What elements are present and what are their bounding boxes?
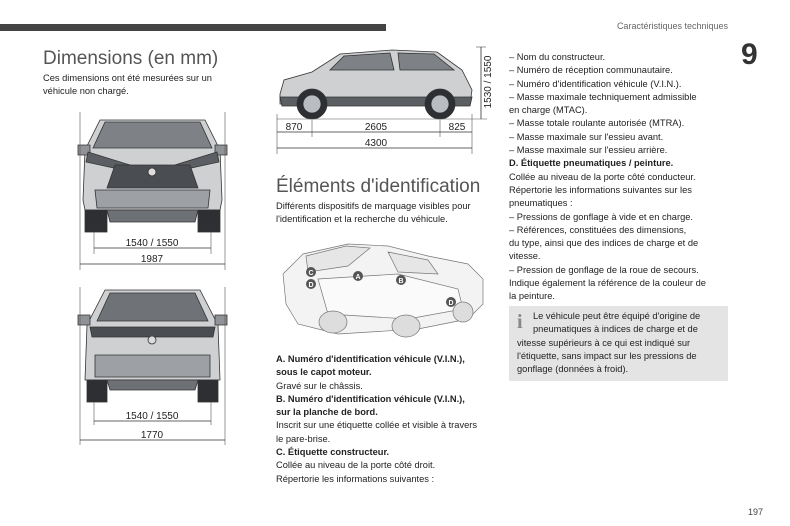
- car-3d-drawing: [283, 244, 483, 337]
- right-column-text: [509, 51, 734, 304]
- item-b-text-1: Inscrit sur une étiquette collée et visible à travers: [276, 420, 478, 431]
- page-number: 197: [748, 507, 764, 517]
- note-line: gonflage (données à froid).: [517, 364, 629, 375]
- item-c-title: C. Étiquette constructeur.: [276, 447, 390, 458]
- list-item: – Masse maximale techniquement admissible: [509, 91, 697, 102]
- marker-d-right-label: D: [448, 300, 454, 307]
- item-c-text-1: Collée au niveau de la porte côté droit.: [276, 460, 436, 471]
- height-label: 1530 / 1550: [483, 55, 494, 109]
- identification-heading: Éléments d'identification: [276, 176, 481, 197]
- marker-a-label: A: [355, 274, 361, 281]
- note-line: Le véhicule peut être équipé d'origine de: [533, 311, 701, 321]
- d-line: la peinture.: [509, 291, 555, 302]
- side-view-diagram: [272, 42, 497, 160]
- rear-car-drawing: [78, 290, 227, 402]
- d-line: du type, ainsi que des indices de charge et de: [509, 238, 699, 249]
- list-item: en charge (MTAC).: [509, 105, 588, 116]
- rear-overhang-label: 825: [448, 122, 466, 133]
- front-overhang-label: 870: [285, 122, 303, 133]
- rear-width-label: 1770: [140, 430, 164, 441]
- list-item: – Numéro d'identification véhicule (V.I.N.).: [509, 78, 682, 89]
- list-item: – Numéro de réception communautaire.: [509, 65, 673, 76]
- dimensions-intro: Ces dimensions ont été mesurées sur un véhicule non chargé.: [43, 73, 212, 97]
- rear-view-diagram: [70, 285, 235, 445]
- identification-intro: Différents dispositifs de marquage visibles pour l'identification et la recherche du véhicule.: [276, 201, 471, 225]
- wheelbase-label: 2605: [364, 122, 388, 133]
- rear-track-label: 1540 / 1550: [125, 411, 179, 422]
- chapter-number: 9: [741, 38, 758, 71]
- d-line: Collée au niveau de la porte côté conducteur.: [509, 171, 696, 182]
- item-a-title-1: A. Numéro d'identification véhicule (V.I.N.),: [276, 354, 465, 364]
- front-car-drawing: [78, 120, 227, 232]
- d-line: Indique également la référence de la couleur de: [509, 278, 706, 289]
- header-bar: [0, 24, 386, 31]
- note-line: pneumatiques à indices de charge et de: [533, 324, 698, 335]
- item-b-title-1: B. Numéro d'identification véhicule (V.I.N.),: [276, 393, 465, 404]
- list-item: – Masse maximale sur l'essieu avant.: [509, 131, 664, 142]
- list-item: – Masse totale roulante autorisée (MTRA).: [509, 118, 685, 129]
- side-car-drawing: [280, 50, 472, 119]
- item-a-title-2: sous le capot moteur.: [276, 367, 372, 378]
- front-width-label: 1987: [140, 254, 164, 265]
- item-b-title-2: sur la planche de bord.: [276, 407, 378, 418]
- note-line: vitesse supérieurs à ce qui est indiqué sur: [517, 337, 691, 348]
- marker-c-label: C: [308, 270, 314, 277]
- note-text: [517, 310, 723, 376]
- d-line: Répertorie les informations suivantes sur les: [509, 184, 692, 195]
- d-line: – Pressions de gonflage à vide et en charge.: [509, 211, 693, 222]
- d-line: – Pression de gonflage de la roue de secours.: [509, 264, 699, 275]
- d-line: pneumatiques :: [509, 198, 573, 209]
- info-icon: i: [517, 311, 523, 333]
- identification-diagram: [278, 234, 493, 344]
- marker-b-label: B: [398, 278, 404, 285]
- length-label: 4300: [364, 138, 388, 149]
- list-item: – Nom du constructeur.: [509, 52, 606, 62]
- note-line: l'étiquette, sans impact sur les pressions de: [517, 350, 697, 361]
- front-track-label: 1540 / 1550: [125, 238, 179, 249]
- d-line: vitesse.: [509, 251, 541, 262]
- dimensions-heading: Dimensions (en mm): [43, 48, 219, 69]
- identification-items: [276, 353, 496, 486]
- item-d-title: D. Étiquette pneumatiques / peinture.: [509, 158, 674, 169]
- marker-d-left-label: D: [308, 282, 314, 289]
- list-item: – Masse maximale sur l'essieu arrière.: [509, 145, 668, 156]
- item-c-text-2: Répertorie les informations suivantes :: [276, 473, 435, 484]
- item-b-text-2: le pare-brise.: [276, 433, 331, 444]
- section-title: Caractéristiques techniques: [616, 21, 728, 31]
- item-a-text: Gravé sur le châssis.: [276, 380, 363, 391]
- info-note: [509, 306, 728, 381]
- d-line: – Références, constituées des dimensions,: [509, 224, 687, 235]
- front-view-diagram: [70, 110, 235, 270]
